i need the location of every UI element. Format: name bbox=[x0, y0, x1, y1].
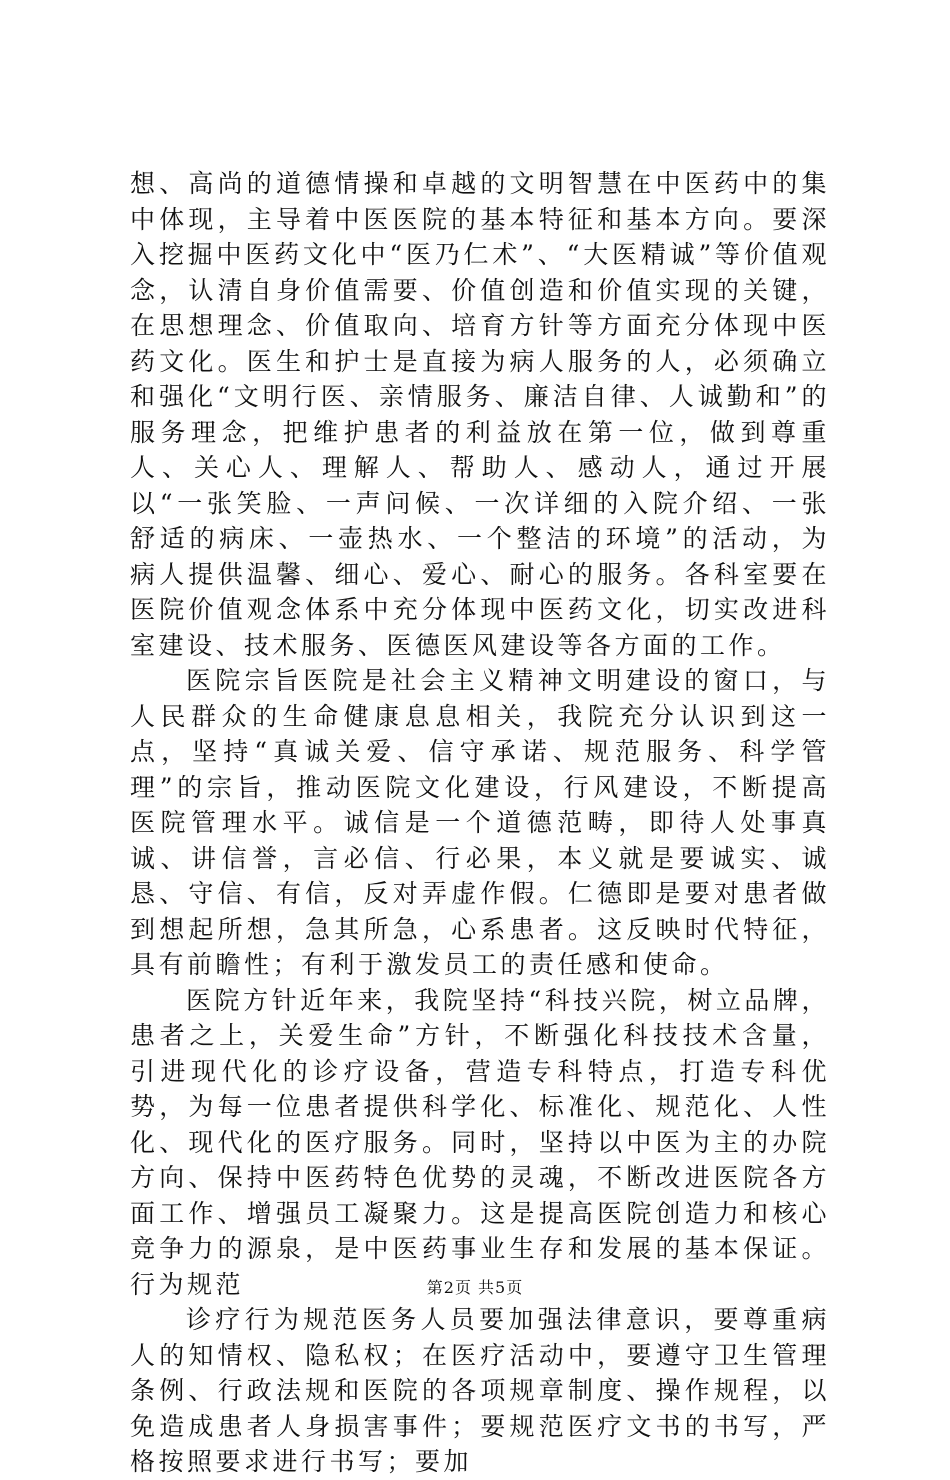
paragraph-hospital-policy: 医院方针近年来，我院坚持“科技兴院，树立品牌，患者之上，关爱生命”方针，不断强化科技技术含量，引进现代化的诊疗设备，营造专科特点，打造专科优势，为每一位患者提供科学化、标准化、规范化、人性化、现代化的医疗服务。同时，坚持以中医为主的办院方向、保持中医药特色优势的灵魂，不断改进医院各方面工作、增强员工凝聚力。这是提高医院创造力和核心竞争力的源泉，是中医药事业生存和发展的基本保证。行为规范 bbox=[130, 985, 830, 1299]
page-number-footer: 第2页 共5页 bbox=[426, 1278, 524, 1297]
paragraph-conduct-norms: 诊疗行为规范医务人员要加强法律意识，要尊重病人的知情权、隐私权；在医疗活动中，要遵守卫生管理条例、行政法规和医院的各项规章制度、操作规程，以免造成患者人身损害事件；要规范医疗文书的书写，严格按照要求进行书写；要加 bbox=[130, 1305, 830, 1476]
paragraph-hospital-purpose: 医院宗旨医院是社会主义精神文明建设的窗口，与人民群众的生命健康息息相关，我院充分认识到这一点，坚持“真诚关爱、信守承诺、规范服务、科学管理”的宗旨，推动医院文化建设，行风建设，不断提高医院管理水平。诚信是一个道德范畴，即待人处事真诚、讲信誉，言必信、行必果，本义就是要诚实、诚恳、守信、有信，反对弄虚作假。仁德即是要对患者做到想起所想，急其所急，心系患者。这反映时代特征，具有前瞻性；有利于激发员工的责任感和使命。 bbox=[130, 666, 830, 979]
paragraph-continuation: 想、高尚的道德情操和卓越的文明智慧在中医药中的集中体现，主导着中医医院的基本特征和基本方向。要深入挖掘中医药文化中“医乃仁术”、“大医精诚”等价值观念，认清自身价值需要、价值创造和价值实现的关键，在思想理念、价值取向、培育方针等方面充分体现中医药文化。医生和护士是直接为病人服务的人，必须确立和强化“文明行医、亲情服务、廉洁自律、人诚勤和”的服务理念，把维护患者的利益放在第一位，做到尊重人、关心人、理解人、帮助人、感动人，通过开展以“一张笑脸、一声问候、一次详细的入院介绍、一张舒适的病床、一壶热水、一个整洁的环境”的活动，为病人提供温馨、细心、爱心、耐心的服务。各科室要在医院价值观念体系中充分体现中医药文化，切实改进科室建设、技术服务、医德医风建设等各方面的工作。 bbox=[130, 169, 830, 660]
